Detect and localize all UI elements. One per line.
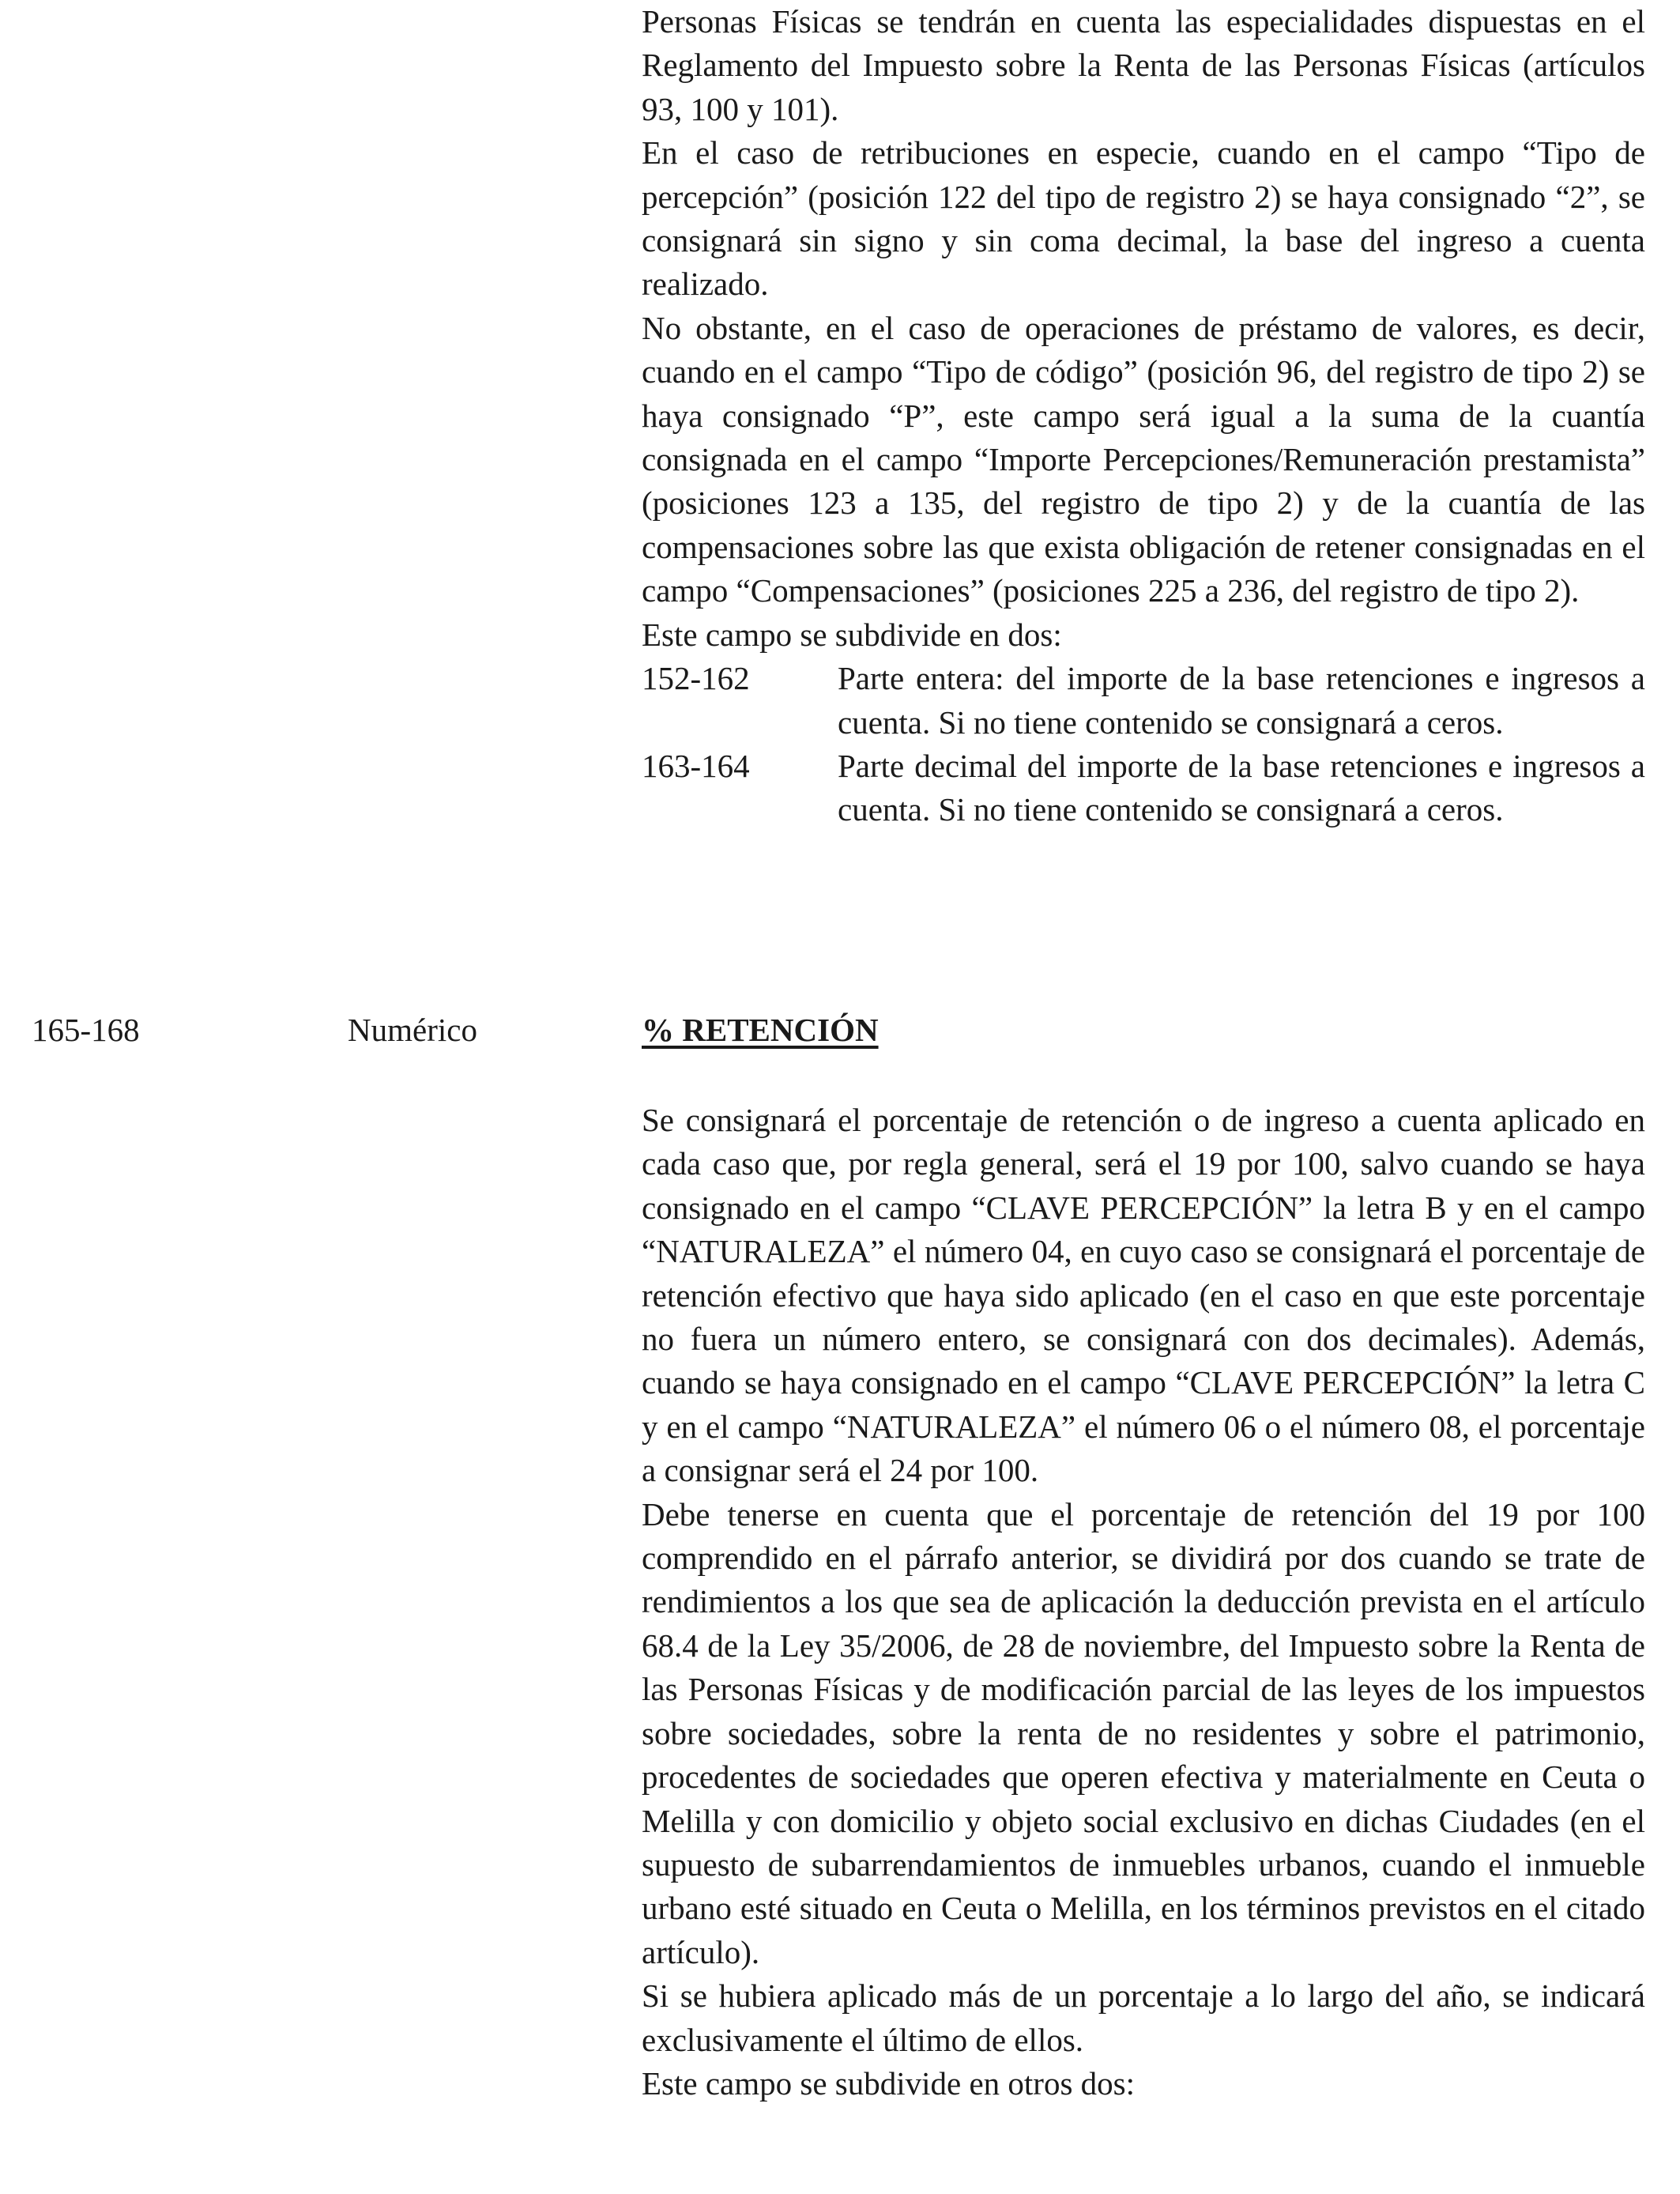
paragraph: Se consignará el porcentaje de retención o de ingreso a cuenta aplicado en cada caso que, por regla general, será el 19 por 100, salvo cuando se haya consignado en el campo “CLAVE PERCEPCIÓN” la letra B y en el campo “NATURALEZA” el número 04, en cuyo caso se consignará el porcentaje de retención efectivo que haya sido aplicado (en el caso en que este porcentaje no fuera un número entero, se consignará con dos decimales). Además, cuando se haya consignado en el campo “CLAVE PERCEPCIÓN” la letra C y en el campo “NATURALEZA” el número 06 o el número 08, el porcentaje a consignar será el 24 por 100.: [642, 1102, 1645, 1489]
field-positions: 165-168: [32, 1012, 140, 1048]
section-1: [642, 0, 1645, 832]
subfield-row: [642, 745, 1645, 832]
subfield-positions: 163-164: [642, 747, 750, 784]
paragraph: Este campo se subdivide en dos:: [642, 616, 1062, 653]
subfield-row: [642, 657, 1645, 745]
section-2: [642, 1099, 1645, 2105]
subfield-description: Parte entera: del importe de la base retenciones e ingresos a cuenta. Si no tiene contenido se consignará a ceros.: [838, 660, 1645, 741]
paragraph: En el caso de retribuciones en especie, cuando en el campo “Tipo de percepción” (posición 122 del tipo de registro 2) se haya consignado “2”, se consignará sin signo y sin coma decimal, la base del ingreso a cuenta realizado.: [642, 134, 1645, 303]
paragraph: Personas Físicas se tendrán en cuenta las especialidades dispuestas en el Reglamento del Impuesto sobre la Renta de las Personas Físicas (artículos 93, 100 y 101).: [642, 3, 1645, 127]
field-title: % RETENCIÓN: [642, 1012, 879, 1048]
paragraph: No obstante, en el caso de operaciones de préstamo de valores, es decir, cuando en el campo “Tipo de código” (posición 96, del registro de tipo 2) se haya consignado “P”, este campo será igual a la suma de la cuantía consignada en el campo “Importe Percepciones/Remuneración prestamista” (posiciones 123 a 135, del registro de tipo 2) y de la cuantía de las compensaciones sobre las que exista obligación de retener consignadas en el campo “Compensaciones” (posiciones 225 a 236, del registro de tipo 2).: [642, 309, 1645, 609]
field-type: Numérico: [348, 1012, 477, 1048]
subfield-positions: 152-162: [642, 660, 750, 697]
subfield-description: Parte decimal del importe de la base retenciones e ingresos a cuenta. Si no tiene contenido se consignará a ceros.: [838, 747, 1645, 828]
paragraph: Debe tenerse en cuenta que el porcentaje de retención del 19 por 100 comprendido en el párrafo anterior, se dividirá por dos cuando se trate de rendimientos a los que sea de aplicación la deducción prevista en el artículo 68.4 de la Ley 35/2006, de 28 de noviembre, del Impuesto sobre la Renta de las Personas Físicas y de modificación parcial de las leyes de los impuestos sobre sociedades, sobre la renta de no residentes y sobre el patrimonio, procedentes de sociedades que operen efectiva y materialmente en Ceuta o Melilla y con domicilio y objeto social exclusivo en dichas Ciudades (en el supuesto de subarrendamientos de inmuebles urbanos, cuando el inmueble urbano esté situado en Ceuta o Melilla, en los términos previstos en el citado artículo).: [642, 1495, 1645, 1970]
paragraph: Si se hubiera aplicado más de un porcentaje a lo largo del año, se indicará exclusivamente el último de ellos.: [642, 1977, 1645, 2058]
paragraph: Este campo se subdivide en otros dos:: [642, 2064, 1136, 2102]
